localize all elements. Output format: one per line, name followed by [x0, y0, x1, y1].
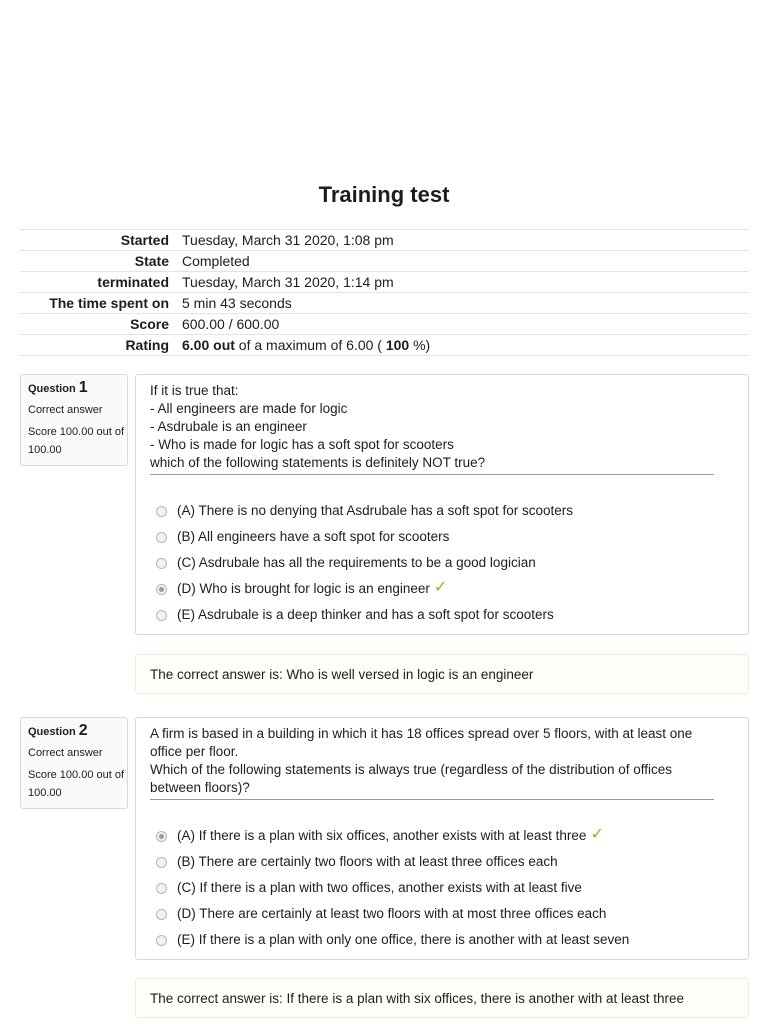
answer-option-b[interactable] [150, 848, 714, 874]
answer-option-a[interactable] [150, 822, 714, 848]
answer-option-e[interactable] [150, 926, 714, 952]
summary-label: Started [20, 230, 182, 251]
summary-value: 600.00 / 600.00 [182, 314, 749, 335]
answer-option-a[interactable] [150, 497, 714, 523]
question-content-1 [135, 374, 749, 635]
summary-label: The time spent on [20, 293, 182, 314]
correct-answer-feedback-1 [135, 654, 749, 694]
question-content-2 [135, 717, 749, 960]
radio-button[interactable] [156, 506, 167, 517]
radio-button[interactable] [156, 909, 167, 920]
answer-label: (D) Who is brought for logic is an engineer [177, 580, 430, 596]
answer-option-c[interactable] [150, 874, 714, 900]
summary-value: Tuesday, March 31 2020, 1:08 pm [182, 230, 749, 251]
answer-option-c[interactable] [150, 549, 714, 575]
radio-button[interactable] [156, 558, 167, 569]
summary-label: Score [20, 314, 182, 335]
answer-label: (A) There is no denying that Asdrubale has a soft spot for scooters [177, 502, 573, 518]
answer-option-e[interactable] [150, 601, 714, 627]
answer-label: (B) All engineers have a soft spot for scooters [177, 528, 450, 544]
radio-button[interactable] [156, 857, 167, 868]
radio-button[interactable] [156, 883, 167, 894]
rating-mid-text: of a maximum of 6.00 ( [234, 337, 386, 353]
question-info-1 [20, 374, 128, 466]
radio-button-selected[interactable] [156, 584, 167, 595]
checkmark-icon: ✓ [590, 826, 604, 843]
summary-row-terminated [20, 272, 749, 293]
summary-value: 5 min 43 seconds [182, 293, 749, 314]
summary-label: Rating [20, 335, 182, 356]
rating-end-text: %) [409, 337, 431, 353]
answer-list [150, 497, 714, 627]
summary-row-score [20, 314, 749, 335]
summary-label: State [20, 251, 182, 272]
answer-label: (C) If there is a plan with two offices, another exists with at least five [177, 879, 582, 895]
answer-list [150, 822, 714, 952]
answer-label: (D) There are certainly at least two floors with at most three offices each [177, 905, 607, 921]
summary-value: Completed [182, 251, 749, 272]
feedback-text: The correct answer is: Who is well versed in logic is an engineer [150, 666, 534, 682]
summary-value: Tuesday, March 31 2020, 1:14 pm [182, 272, 749, 293]
question-info-2 [20, 717, 128, 809]
question-score: Score 100.00 out of 100.00 [28, 769, 125, 799]
summary-row-rating [20, 335, 749, 356]
summary-row-state [20, 251, 749, 272]
answer-option-d[interactable] [150, 900, 714, 926]
checkmark-icon: ✓ [433, 579, 448, 596]
question-text: If it is true that: - All engineers are made for logic - Asdrubale is an engineer - Who is made for logic has a soft spot for scooters which of the following statements is definitely NOT true? [150, 382, 714, 475]
radio-button[interactable] [156, 610, 167, 621]
answer-label: (E) Asdrubale is a deep thinker and has a soft spot for scooters [177, 606, 554, 622]
summary-label: terminated [20, 272, 182, 293]
summary-row-started [20, 230, 749, 251]
radio-button-selected[interactable] [156, 831, 167, 842]
question-number: Question 2 [28, 722, 88, 739]
answer-option-b[interactable] [150, 523, 714, 549]
summary-value [182, 335, 749, 356]
answer-label: (B) There are certainly two floors with at least three offices each [177, 853, 558, 869]
radio-button[interactable] [156, 935, 167, 946]
answer-label: (A) If there is a plan with six offices, another exists with at least three [177, 827, 587, 843]
attempt-summary-table [20, 229, 749, 356]
answer-option-d[interactable] [150, 575, 714, 601]
rating-percent: 100 [385, 337, 410, 353]
question-status: Correct answer [28, 747, 103, 759]
question-score: Score 100.00 out of 100.00 [28, 426, 125, 456]
question-status: Correct answer [28, 404, 103, 416]
answer-label: (C) Asdrubale has all the requirements to be a good logician [177, 554, 536, 570]
question-number: Question 1 [28, 379, 88, 396]
page-title: Training test [318, 182, 450, 207]
answer-label: (E) If there is a plan with only one office, there is another with at least seven [177, 931, 630, 947]
feedback-text: The correct answer is: If there is a plan with six offices, there is another with at least three [150, 990, 684, 1006]
rating-grade: 6.00 out [182, 337, 235, 353]
summary-row-time-spent [20, 293, 749, 314]
correct-answer-feedback-2 [135, 978, 749, 1018]
question-text: A firm is based in a building in which it has 18 offices spread over 5 floors, with at least one office per floor. Which of the following statements is always true (regardless of the distribution of offices between floors)? [150, 725, 714, 800]
radio-button[interactable] [156, 532, 167, 543]
